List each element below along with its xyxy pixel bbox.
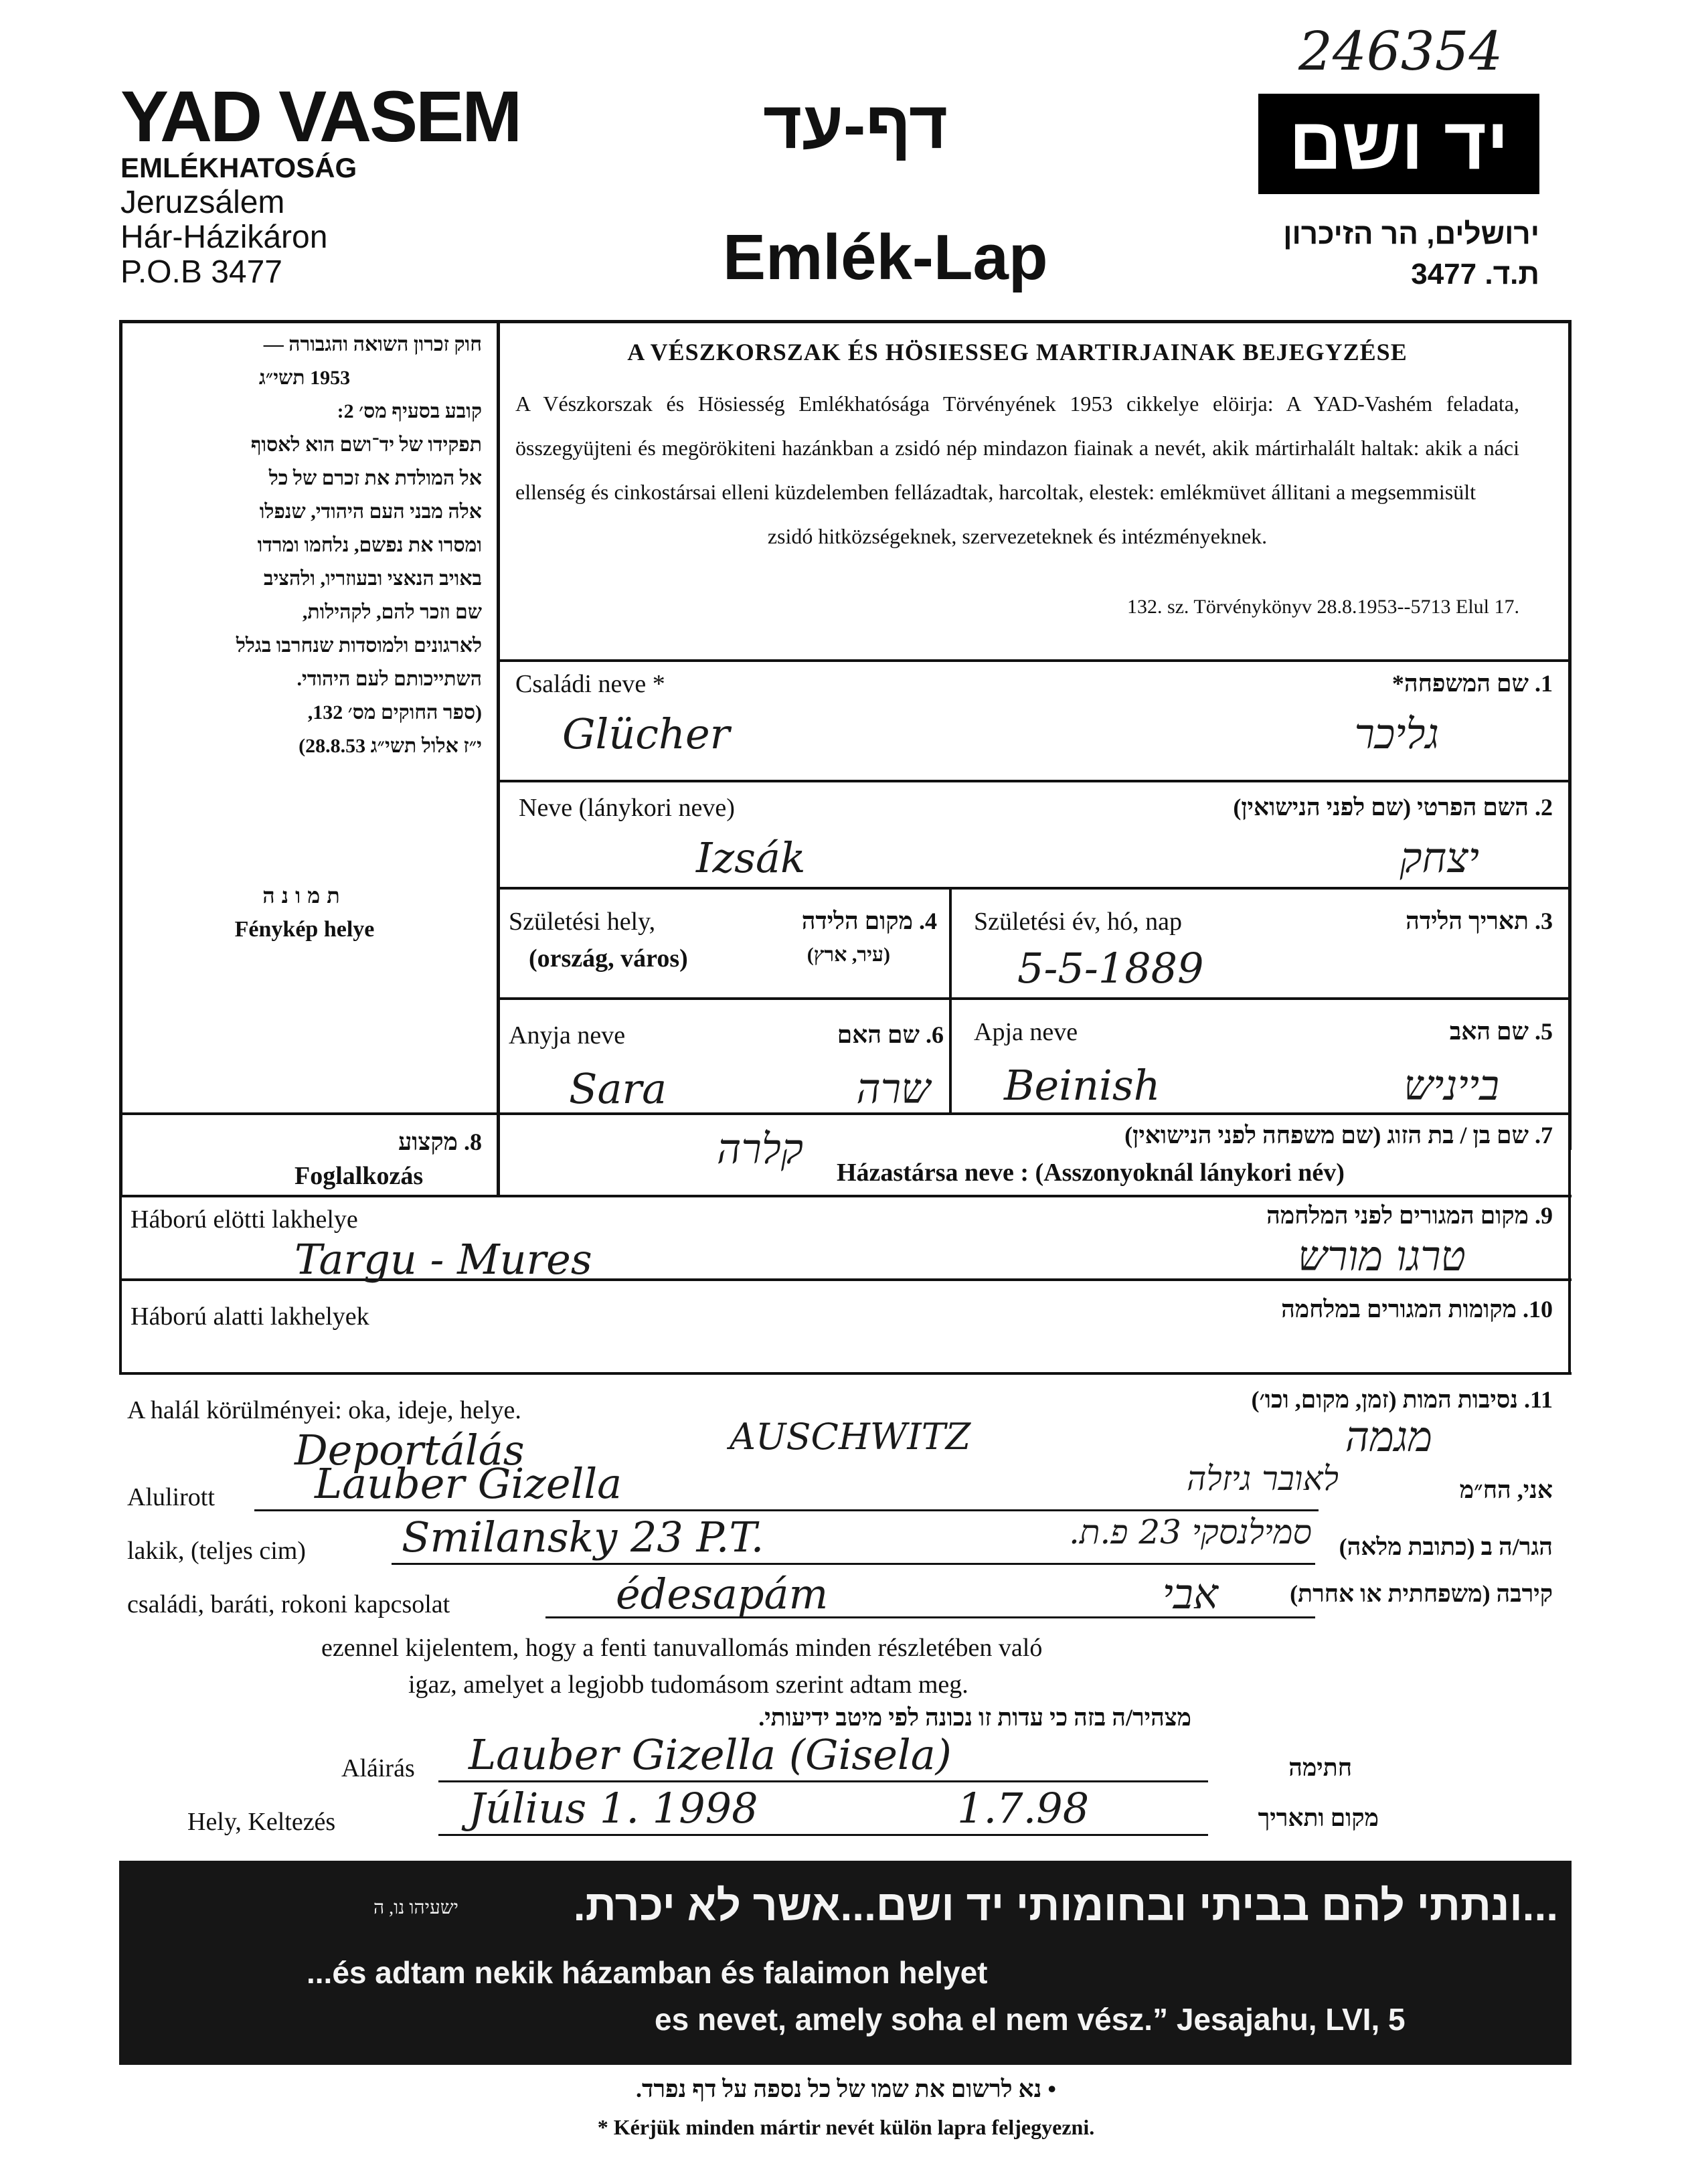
intro-title: A VÉSZKORSZAK ÉS HÖSIESSEG MARTIRJAINAK BEJEGYZÉSE	[627, 339, 1408, 365]
photo-label: Fénykép helye	[234, 917, 375, 942]
death-place-value[interactable]: AUSCHWITZ	[730, 1416, 971, 1458]
law-line: חוק זכרון השואה והגבורה —	[263, 333, 482, 355]
sidebar-divider	[497, 320, 500, 1197]
birth-place-sublabel-hebrew: (עיר, ארץ)	[807, 944, 890, 966]
intro-reference: 132. sz. Törvénykönyv 28.8.1953--5713 Elul 17.	[1126, 596, 1519, 618]
spouse-value-hebrew[interactable]: קלרה	[717, 1124, 803, 1173]
law-line: (ספר החוקים מס׳ 132,	[307, 701, 482, 724]
law-line: קובע בסעיף מס׳ 2:	[337, 400, 482, 422]
banner-hebrew-verse: ...ונתתי להם בביתי ובחומותי יד ושם...אשר לא יכרת.	[573, 1881, 1558, 1930]
signature-label: Aláirás	[341, 1754, 415, 1782]
declarant-name-line	[254, 1509, 1319, 1511]
footer-note: * Kérjük minden mártir nevét külön lapra feljegyezni.	[597, 2115, 1095, 2139]
father-name-label-hebrew: 5. שם האב	[1449, 1018, 1553, 1045]
frame-left-lower	[119, 1195, 122, 1372]
statement-line-2: igaz, amelyet a legjobb tudomásom szerint adtam meg.	[408, 1671, 968, 1699]
birth-place-label-hebrew: 4. מקום הלידה	[801, 908, 937, 934]
place-date-value[interactable]: Július 1. 1998	[469, 1784, 758, 1833]
rule-f5	[497, 997, 1572, 1000]
death-circumstances-value-hebrew[interactable]: מגמה	[1345, 1412, 1432, 1461]
mother-name-label-hebrew: 6. שם האם	[837, 1021, 944, 1048]
banner-hebrew-reference: ישעיהו נו, ה	[373, 1898, 458, 1918]
mother-name-label: Anyja neve	[509, 1021, 626, 1049]
rule-f2	[497, 780, 1572, 782]
given-name-value[interactable]: Izsák	[696, 833, 806, 882]
intro-text: A Vészkorszak és Hösiesség Emlékhatósága Törvényének 1953 cikkelye elöirja: A YAD-Vashém feladata, összegyüjteni és megörökiteni hazánkban a zsidó nép mindazon fiainak a nevét, akik mártirhalált haltak: akik a náci ellenség és cinkostársai elleni küzdelemben fellázadtak, harcoltak, elestek: emlékmüvet állitani a megsemmisült	[515, 392, 1519, 504]
photo-label-hebrew: תמונה	[262, 884, 347, 908]
occupation-label: Foglalkozás	[294, 1162, 424, 1190]
family-name-value-hebrew[interactable]: גליכר	[1354, 709, 1439, 758]
org-sub: EMLÉKHATOSÁG	[120, 152, 357, 183]
prewar-residence-label: Háború elötti lakhelye	[131, 1205, 358, 1234]
hebrew-pob: ת.ד. 3477	[1411, 258, 1539, 290]
relation-label-hebrew: קירבה (משפחתית או אחרת)	[1290, 1580, 1553, 1607]
place-date-label-hebrew: מקום ותאריך	[1258, 1804, 1379, 1831]
law-line: 1953 תשי״ג	[258, 367, 351, 389]
law-line: ומסרו את נפשם, נלחמו ומרדו	[257, 534, 482, 556]
occupation-label-hebrew: 8. מקצוע	[398, 1128, 482, 1155]
birth-date-label: Születési év, hó, nap	[974, 908, 1182, 936]
org-city: Jeruzsálem	[120, 185, 285, 220]
footer-note-hebrew: • נא לרשום את שמו של כל נספה על דף נפרד.	[636, 2076, 1056, 2102]
law-line: באויב הנאצי ובעוזריו, ולהציב	[263, 568, 482, 590]
prewar-residence-value-hebrew[interactable]: טרגו מורש	[1298, 1232, 1466, 1280]
declarant-address-label-hebrew: הגר/ה ב (כתובת מלאה)	[1339, 1533, 1553, 1560]
given-name-label: Neve (lánykori neve)	[519, 794, 735, 822]
declarant-name-value-hebrew[interactable]: לאובר גיזלה	[1187, 1459, 1339, 1498]
declarant-address-label: lakik, (teljes cim)	[127, 1537, 306, 1565]
frame-top	[119, 320, 1572, 323]
hebrew-address: ירושלים, הר הזיכרון	[1283, 218, 1539, 250]
father-name-value[interactable]: Beinish	[1004, 1061, 1161, 1110]
signature-value[interactable]: Lauber Gizella (Gisela)	[469, 1730, 952, 1779]
father-name-value-hebrew[interactable]: בייניש	[1404, 1061, 1499, 1110]
org-site: Hár-Házikáron	[120, 220, 328, 255]
col-divider	[949, 887, 952, 1114]
law-text	[127, 328, 482, 763]
frame-right	[1568, 320, 1572, 1150]
signature-label-hebrew: חתימה	[1288, 1754, 1352, 1781]
rule-f10	[119, 1372, 1572, 1375]
mother-name-value-hebrew[interactable]: שרה	[856, 1064, 930, 1113]
law-line: השתייכותם לעם היהודי.	[297, 668, 482, 690]
law-line: תפקידו של יד־ושם הוא לאסוף	[250, 434, 482, 456]
law-line: לארגונים ולמוסדות שנחרבו בגלל	[236, 635, 482, 657]
frame-right-lower	[1568, 1112, 1571, 1372]
birth-place-label: Születési hely,	[509, 908, 656, 936]
banner-hungarian-line-2: es nevet, amely soha el nem vész.” Jesajahu, LVI, 5	[655, 2002, 1406, 2037]
birth-place-sublabel: (ország, város)	[529, 944, 688, 973]
relation-value[interactable]: édesapám	[616, 1570, 829, 1618]
scripture-banner	[119, 1861, 1572, 2065]
family-name-label-hebrew: 1. שם המשפחה*	[1391, 670, 1553, 697]
declarant-name-value[interactable]: Lauber Gizella	[315, 1459, 622, 1508]
place-date-label: Hely, Keltezés	[187, 1808, 336, 1836]
spouse-label-hebrew: 7. שם בן / בת הזוג (שם משפחה לפני הנישואין)	[1124, 1122, 1553, 1149]
declarant-address-line	[392, 1563, 1315, 1565]
page-title: Emlék-Lap	[723, 222, 1048, 293]
law-line: שם וזכר להם, לקהילות,	[302, 601, 482, 623]
hebrew-title: דף-עד	[763, 88, 948, 163]
war-residence-label-hebrew: 10. מקומות המגורים במלחמה	[1281, 1296, 1553, 1323]
rule-f1	[497, 659, 1572, 662]
birth-date-label-hebrew: 3. תאריך הלידה	[1406, 908, 1553, 934]
relation-value-hebrew[interactable]: אבי	[1162, 1570, 1218, 1618]
death-circumstances-value[interactable]: Deportálás	[294, 1426, 525, 1475]
birth-date-value[interactable]: 5-5-1889	[1017, 944, 1204, 993]
rule-f3	[497, 887, 1572, 890]
prewar-residence-value[interactable]: Targu - Mures	[294, 1235, 592, 1284]
declarant-name-label-hebrew: אני, הח״מ	[1459, 1477, 1553, 1503]
war-residence-label: Háború alatti lakhelyek	[131, 1303, 369, 1331]
spouse-label: Házastársa neve : (Asszonyoknál lánykori név)	[837, 1159, 1345, 1187]
statement-line-1: ezennel kijelentem, hogy a fenti tanuvallomás minden részletében való	[321, 1634, 1043, 1662]
banner-hungarian-line-1: ...és adtam nekik házamban és falaimon helyet	[307, 1955, 988, 1990]
rule-f7-bottom	[119, 1195, 1572, 1197]
father-name-label: Apja neve	[974, 1018, 1078, 1046]
law-line: י״ז אלול תשי״ג 28.8.53)	[299, 735, 482, 757]
frame-left-upper	[119, 320, 122, 1197]
org-address	[120, 151, 357, 290]
declarant-address-value-hebrew[interactable]: סמילנסקי 23 פ.ת.	[1068, 1513, 1312, 1551]
relation-label: családi, baráti, rokoni kapcsolat	[127, 1590, 450, 1618]
signature-line	[438, 1780, 1208, 1782]
law-line: אל המולדת את זכרם של כל	[268, 467, 482, 489]
intro-body	[515, 382, 1519, 558]
org-name: YAD VASEM	[120, 76, 521, 157]
family-name-value[interactable]: Glücher	[562, 709, 730, 758]
mother-name-value[interactable]: Sara	[569, 1064, 667, 1113]
place-date-line	[438, 1834, 1208, 1836]
given-name-value-hebrew[interactable]: יצחק	[1400, 833, 1479, 882]
death-circumstances-label-hebrew: 11. נסיבות המות (זמן, מקום, וכו׳)	[1251, 1386, 1553, 1413]
declarant-address-value[interactable]: Smilansky 23 P.T.	[402, 1513, 764, 1562]
intro-text-end: zsidó hitközségeknek, szervezeteknek és intézményeknek.	[767, 524, 1268, 548]
statement-hebrew: מצהיר/ה בזה כי עדות זו נכונה לפי מיטב ידיעותי.	[758, 1704, 1191, 1731]
law-line: אלה מבני העם היהודי, שנפלו	[259, 501, 482, 523]
declarant-name-label: Alulirott	[127, 1483, 215, 1511]
family-name-label: Családi neve *	[515, 670, 665, 698]
archive-number: 246354	[1298, 20, 1503, 82]
place-date-value-hebrew[interactable]: 1.7.98	[957, 1784, 1090, 1833]
prewar-residence-label-hebrew: 9. מקום המגורים לפני המלחמה	[1266, 1202, 1553, 1229]
death-circumstances-label: A halál körülményei: oka, ideje, helye.	[127, 1396, 521, 1424]
yad-vashem-logo: יד ושם	[1258, 94, 1539, 194]
given-name-label-hebrew: 2. השם הפרטי (שם לפני הנישואין)	[1233, 794, 1553, 821]
org-pob: P.O.B 3477	[120, 254, 282, 290]
